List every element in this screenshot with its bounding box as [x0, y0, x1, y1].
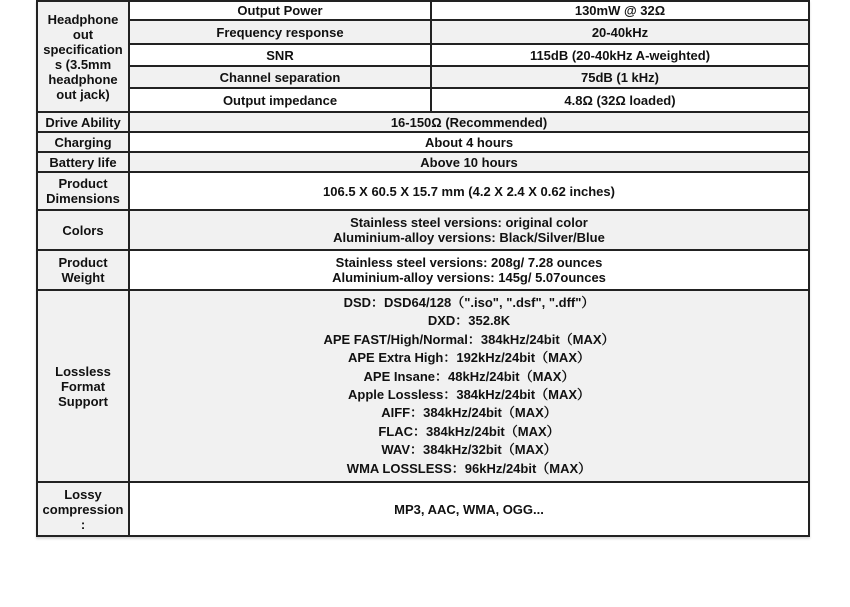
specifications-table	[36, 0, 810, 537]
snr-value: 115dB (20-40kHz A-weighted)	[431, 44, 809, 66]
colors-value: Stainless steel versions: original color Aluminium-alloy versions: Black/Silver/Blue	[129, 210, 809, 250]
frequency-response-param: Frequency response	[129, 20, 431, 44]
format-item: APE Extra High：192kHz/24bit（MAX）	[347, 350, 590, 366]
product-weight-label: Product Weight	[37, 250, 129, 290]
snr-param: SNR	[129, 44, 431, 66]
format-item: WAV：384kHz/32bit（MAX）	[381, 442, 557, 458]
channel-separation-value: 75dB (1 kHz)	[431, 66, 809, 88]
frequency-response-value: 20-40kHz	[431, 20, 809, 44]
lossy-compression-label: Lossy compression :	[37, 482, 129, 536]
battery-life-label: Battery life	[37, 152, 129, 172]
lossy-compression-value: MP3, AAC, WMA, OGG...	[129, 482, 809, 536]
product-weight-value: Stainless steel versions: 208g/ 7.28 ounces Aluminium-alloy versions: 145g/ 5.07ounces	[129, 250, 809, 290]
format-item: Apple Lossless：384kHz/24bit（MAX）	[347, 387, 591, 402]
format-item: WMA LOSSLESS：96kHz/24bit（MAX）	[346, 460, 592, 476]
charging-value: About 4 hours	[129, 132, 809, 152]
channel-separation-param: Channel separation	[129, 66, 431, 88]
output-impedance-param: Output impedance	[129, 88, 431, 112]
output-power-value: 130mW @ 32Ω	[431, 1, 809, 20]
drive-ability-value: 16-150Ω (Recommended)	[129, 112, 809, 132]
format-item: AIFF：384kHz/24bit（MAX）	[381, 405, 557, 421]
lossless-format-label: Lossless Format Support	[37, 290, 129, 482]
output-impedance-value: 4.8Ω (32Ω loaded)	[431, 88, 809, 112]
product-dimensions-value: 106.5 X 60.5 X 15.7 mm (4.2 X 2.4 X 0.62 inches)	[129, 172, 809, 210]
format-item: DXD：352.8K	[427, 313, 511, 329]
format-item: APE Insane：48kHz/24bit（MAX）	[363, 368, 575, 384]
charging-label: Charging	[37, 132, 129, 152]
format-item: DSD：DSD64/128（".iso", ".dsf", ".dff"）	[343, 294, 595, 310]
product-dimensions-label: Product Dimensions	[37, 172, 129, 210]
battery-life-value: Above 10 hours	[129, 152, 809, 172]
format-item: FLAC：384kHz/24bit（MAX）	[378, 423, 560, 439]
drive-ability-label: Drive Ability	[37, 112, 129, 132]
format-item: APE FAST/High/Normal：384kHz/24bit（MAX）	[323, 331, 615, 347]
lossless-format-list	[129, 290, 809, 482]
output-power-param: Output Power	[129, 1, 431, 20]
headphone-out-label: Headphone out specification s (3.5mm headphone out jack)	[37, 1, 129, 112]
colors-label: Colors	[37, 210, 129, 250]
